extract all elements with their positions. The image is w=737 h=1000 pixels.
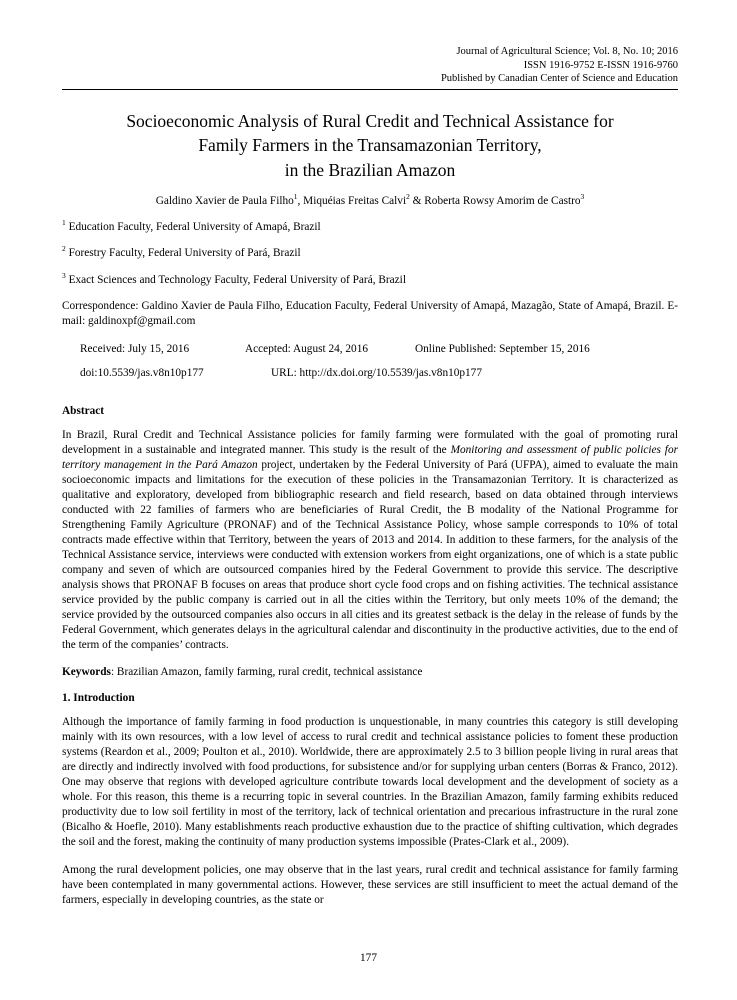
- abstract-text-part: In Brazil, Rural Credit and Technical Assistance policies for family farming were formulated with the goal of promoting rural development in a sustainable and integrated manner. This study is the result of the: [62, 429, 678, 457]
- abstract-project-title-italic: Monitoring and assessment of public policies for territory management in the Pará Amazon: [62, 444, 678, 472]
- journal-issn: ISSN 1916-9752 E-ISSN 1916-9760: [523, 59, 678, 71]
- abstract-text: [62, 428, 678, 653]
- journal-header: [62, 45, 678, 86]
- affiliation-2: [62, 246, 678, 261]
- accepted-date: Accepted: August 24, 2016: [245, 342, 368, 355]
- affiliation-text: Education Faculty, Federal University of Amapá, Brazil: [65, 221, 321, 234]
- affiliation-1: [62, 220, 678, 235]
- abstract-heading: Abstract: [62, 404, 105, 417]
- affiliation-text: Exact Sciences and Technology Faculty, Federal University of Pará, Brazil: [65, 273, 406, 286]
- authors-line: [62, 191, 678, 209]
- author-superscript: 1: [293, 191, 298, 201]
- paper-title-line-1: Socioeconomic Analysis of Rural Credit and Technical Assistance for: [126, 110, 614, 131]
- affiliation-superscript: 2: [62, 244, 66, 254]
- affiliation-text: Forestry Faculty, Federal University of Pará, Brazil: [65, 247, 301, 260]
- keywords-line: [62, 665, 678, 680]
- author-name: , Miquéias Freitas Calvi: [297, 194, 407, 207]
- journal-name-volume: Journal of Agricultural Science; Vol. 8, No. 10; 2016: [456, 46, 678, 57]
- intro-paragraph-1: Although the importance of family farming in food production is unquestionable, in many countries this category is still developing mainly with its own resources, with a low level of access to rural credit and technical assistance policies to foment these production systems (Reardon et al., 2009; Poulton et al., 2010). Worldwide, there are approximately 2.5 to 3 billion people living in rural areas that are directly and indirectly involved with food productions, for subsistence and/or for supplying urban centers (Borras & Franco, 2012). One may observe that regions with developed agriculture contribute towards local development and the development of society as a whole. For this reason, this theme is a recurring topic in several countries. In the Brazilian Amazon, family farming exhibits reduced productivity due to low soil fertility in most of the territory, lack of technical orientation and precarious infrastructure in the rural zone (Bicalho & Hoefle, 2010). Many establishments reach productive exhaustion due to the practice of shifting cultivation, which degrades the soil and the forest, making the continuity of many production systems impossible (Prates-Clark et al., 2009).: [62, 716, 678, 849]
- journal-publisher: Published by Canadian Center of Science and Education: [440, 73, 678, 84]
- doi-url: URL: http://dx.doi.org/10.5539/jas.v8n10p177: [271, 366, 482, 379]
- correspondence-note: Correspondence: Galdino Xavier de Paula Filho, Education Faculty, Federal University of Amapá, Mazagão, State of Amapá, Brazil. E-mail: galdinoxpf@gmail.com: [62, 299, 678, 327]
- page-number: 177: [360, 952, 377, 964]
- online-published-date: Online Published: September 15, 2016: [415, 342, 590, 355]
- intro-paragraph-2: Among the rural development policies, one may observe that in the last years, rural credit and technical assistance for family farming have been contemplated in many governmental actions. However, these services are still insufficient to meet the actual demand of the farmers, especially in developing countries, as the state or: [62, 864, 678, 907]
- affiliation-superscript: 3: [62, 270, 66, 280]
- doi-text: doi:10.5539/jas.v8n10p177: [80, 366, 204, 379]
- paper-title: [62, 109, 678, 183]
- author-name: & Roberta Rowsy Amorim de Castro: [409, 194, 581, 207]
- keywords-text: : Brazilian Amazon, family farming, rural credit, technical assistance: [110, 665, 423, 678]
- author-superscript: 3: [580, 191, 585, 201]
- paper-title-line-3: in the Brazilian Amazon: [284, 159, 456, 180]
- received-date: Received: July 15, 2016: [80, 342, 190, 355]
- dates-row: [80, 342, 678, 357]
- paper-title-line-2: Family Farmers in the Transamazonian Territory,: [198, 135, 542, 155]
- header-divider: [62, 89, 678, 90]
- affiliation-3: [62, 270, 678, 288]
- section-heading-introduction: 1. Introduction: [62, 691, 135, 704]
- keywords-label: Keywords: [62, 665, 111, 678]
- abstract-text-part: project, undertaken by the Federal University of Pará (UFPA), aimed to evaluate the main socioeconomic impacts and limitations for the execution of these policies in the Transamazonian Territory. It is characterized as qualitative and exploratory, developed from bibliographic research and field research, based on data obtained through interviews conducted with 22 families of farmers who are beneficiaries of Rural Credit, the B modality of the National Programme for Strengthening Family Agriculture (PRONAF) and of the Technical Assistance Policy, whose sample corresponds to 10% of total contracts made effective within that Territory, between the years of 2013 and 2014. In addition to these farmers, for the analysis of the Technical Assistance service, interviews were conducted with extension workers from eight organizations, one of which is a state public company and seven of which are outsourced companies hired by the Federal Government to provide this service. The descriptive analysis shows that PRONAF B focuses on areas that produce short cycle food crops and on fishing activities. The technical assistance service provided by the public company is carried out in all the cities within the Territory, but only meets 10% of the demand; the service provided by the outsourced companies also occurs in all cities and its greatest setback is the delay in the release of funds by the Federal Government, which generates delays in the agricultural calendar and discontinuity in the productive activities, due to the end of the term of the companies’ contracts.: [62, 459, 678, 652]
- affiliation-superscript: 1: [62, 218, 66, 228]
- author-superscript: 2: [406, 191, 410, 201]
- publication-dates-block: [62, 342, 678, 381]
- doi-row: [80, 366, 678, 381]
- author-name: Galdino Xavier de Paula Filho: [155, 194, 294, 207]
